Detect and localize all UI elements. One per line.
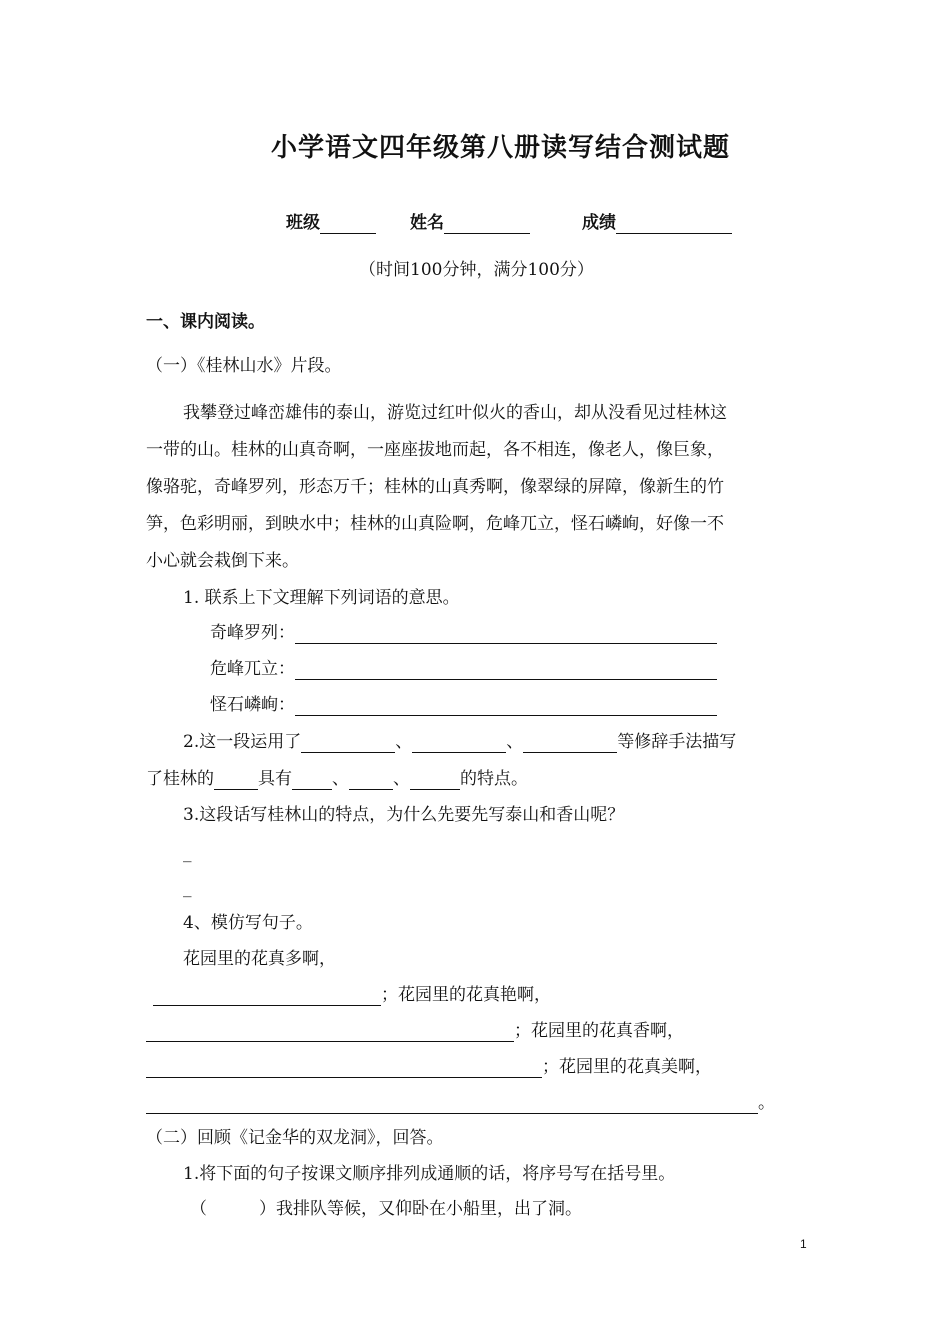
passage-line: 我攀登过峰峦雄伟的泰山，游览过红叶似火的香山，却从没看见过桂林这 (183, 403, 727, 423)
answer-stub[interactable]: _ (183, 843, 192, 863)
page-number: 1 (800, 1237, 807, 1251)
answer-stub[interactable]: _ (183, 878, 192, 898)
order-paren-open: （ (190, 1199, 207, 1219)
answer-blank[interactable] (410, 771, 460, 790)
term-label: 危峰兀立： (210, 659, 295, 679)
answer-blank[interactable] (214, 771, 258, 790)
imitation-suffix: ；花园里的花真美啊， (542, 1057, 712, 1077)
answer-blank[interactable] (412, 734, 506, 753)
part2-heading: （二）回顾《记金华的双龙洞》，回答。 (146, 1128, 444, 1148)
page-title: 小学语文四年级第八册读写结合测试题 (271, 133, 731, 163)
ordering-item (190, 1198, 582, 1220)
imitation-line (146, 1020, 684, 1042)
answer-blank[interactable] (146, 1095, 758, 1114)
answer-blank[interactable] (523, 734, 617, 753)
imitation-line (146, 1092, 775, 1114)
term-label: 奇峰罗列： (210, 623, 295, 643)
question-1-prompt: 1. 联系上下文理解下列词语的意思。 (183, 588, 460, 608)
q2-sep: 、 (395, 732, 413, 752)
term-row (210, 622, 717, 644)
passage-line: 一带的山。桂林的山真奇啊，一座座拔地而起，各不相连，像老人，像巨象， (146, 440, 724, 460)
score-label: 成绩 (582, 213, 616, 233)
passage-line: 小心就会栽倒下来。 (146, 551, 299, 571)
ordering-item-text: ）我排队等候，又仰卧在小船里，出了洞。 (259, 1199, 582, 1219)
term-label: 怪石嶙峋： (210, 695, 295, 715)
term-row (210, 694, 717, 716)
imitation-suffix: ；花园里的花真艳啊， (381, 985, 551, 1005)
answer-blank[interactable] (295, 697, 717, 716)
q2-text: 了桂林的 (146, 769, 214, 789)
imitation-line (153, 984, 551, 1006)
answer-blank[interactable] (295, 625, 717, 644)
example-sentence: 花园里的花真多啊， (183, 949, 336, 969)
q2-text: 等修辞手法描写 (617, 732, 737, 752)
imitation-suffix: 。 (758, 1093, 775, 1113)
question-4-prompt: 4、模仿写句子。 (183, 913, 313, 933)
score-field (582, 212, 732, 234)
section1-heading: 一、课内阅读。 (146, 312, 265, 332)
answer-blank[interactable] (301, 734, 395, 753)
answer-blank[interactable] (292, 771, 332, 790)
class-label: 班级 (286, 213, 320, 233)
answer-blank[interactable] (146, 1023, 514, 1042)
name-blank[interactable] (444, 215, 530, 234)
q2-sep: 、 (506, 732, 524, 752)
imitation-line (146, 1056, 712, 1078)
q2-sep: 、 (332, 769, 349, 789)
part2-question-1-prompt: 1.将下面的句子按课文顺序排列成通顺的话，将序号写在括号里。 (183, 1164, 676, 1184)
question-2-line2 (146, 768, 528, 790)
name-label: 姓名 (410, 213, 444, 233)
answer-blank[interactable] (153, 987, 381, 1006)
question-2-line1 (183, 731, 736, 753)
class-blank[interactable] (320, 215, 376, 234)
q2-text: 的特点。 (460, 769, 528, 789)
q2-text: 2.这一段运用了 (183, 732, 302, 752)
q2-text: 具有 (258, 769, 292, 789)
name-field (410, 212, 530, 234)
time-note: （时间100分钟，满分100分） (359, 260, 594, 280)
class-field (286, 212, 376, 234)
passage-line: 像骆驼，奇峰罗列，形态万千；桂林的山真秀啊，像翠绿的屏障，像新生的竹 (146, 477, 724, 497)
imitation-suffix: ；花园里的花真香啊， (514, 1021, 684, 1041)
term-row (210, 658, 717, 680)
part1-heading: （一）《桂林山水》片段。 (146, 356, 342, 376)
question-3-prompt: 3.这段话写桂林山的特点，为什么先要先写泰山和香山呢？ (183, 805, 625, 825)
passage-line: 笋，色彩明丽，到映水中；桂林的山真险啊，危峰兀立，怪石嶙峋，好像一不 (146, 514, 724, 534)
answer-blank[interactable] (146, 1059, 542, 1078)
score-blank[interactable] (616, 215, 732, 234)
q2-sep: 、 (393, 769, 410, 789)
answer-blank[interactable] (295, 661, 717, 680)
answer-blank[interactable] (349, 771, 393, 790)
